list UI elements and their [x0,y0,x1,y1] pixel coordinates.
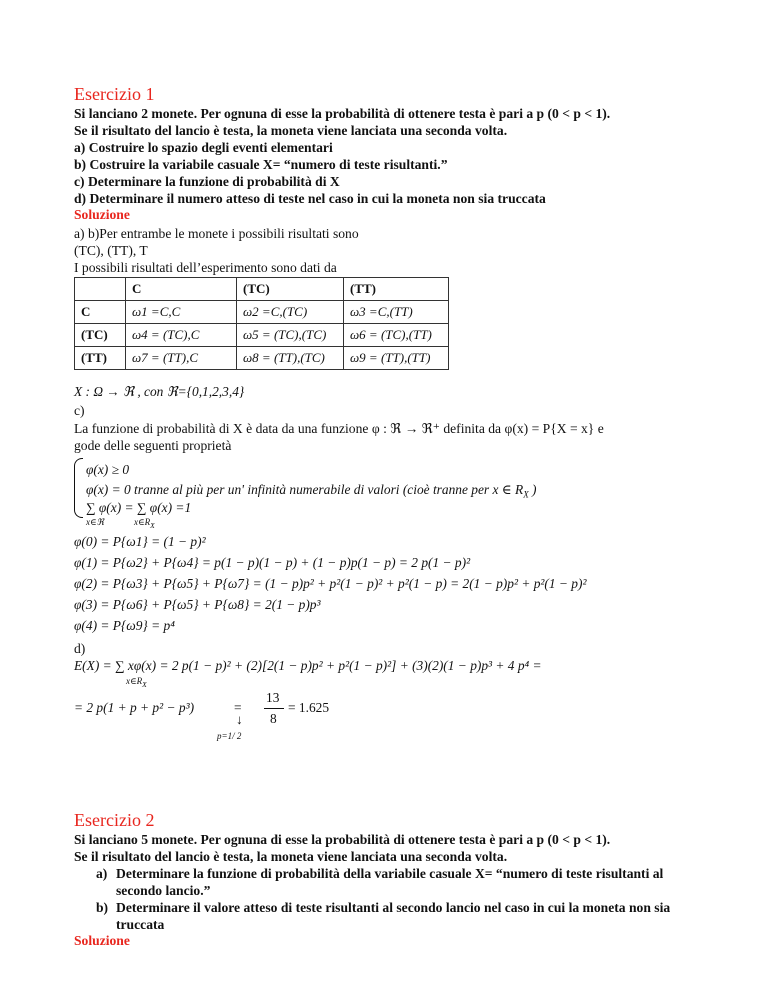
property-3-sub-2: $x\in R_X$ [134,517,155,530]
table-row [75,301,449,324]
property-1: φ(x) ≥ 0 [86,462,130,477]
expected-value-equals: = [234,700,242,715]
properties-brace [74,458,83,518]
expected-value-line-1: E(X) = ∑ xφ(x) = 2 p(1 − p)² + (2)[2(1 − p)p² + p²(1 − p)²] + (3)(2)(1 − p)p³ + 4 p⁴ = [74,658,542,673]
table-cell: ω3 =C,(TT) [344,301,449,324]
ex1-intro-line-2: Se il risultato del lancio è testa, la moneta viene lanciata una seconda volta. [74,123,508,138]
ex2-intro-line-2: Se il risultato del lancio è testa, la moneta viene lanciata una seconda volta. [74,849,508,864]
table-header-cell [75,278,126,301]
fraction-denominator: 8 [270,711,277,726]
phi-0-formula: φ(0) = P{ω1} = (1 − p)² [74,534,206,549]
table-header-row [75,278,449,301]
exercise-1-title: Esercizio 1 [74,84,155,104]
table-row-label: C [75,301,126,324]
table-cell: ω9 = (TT),(TT) [344,347,449,370]
phi-3-formula: φ(3) = P{ω6} + P{ω5} + P{ω8} = 2(1 − p)p³ [74,597,321,612]
ex1-question-c: c) Determinare la funzione di probabilità di X [74,174,340,189]
ex1-intro-line-1: Si lanciano 2 monete. Per ognuna di esse la probabilità di ottenere testa è pari a p (0 < p < 1). [74,106,611,121]
table-cell: ω6 = (TC),(TT) [344,324,449,347]
table-row-label: (TC) [75,324,126,347]
phi-1-formula: φ(1) = P{ω2} + P{ω4} = p(1 − p)(1 − p) + (1 − p)p(1 − p) = 2 p(1 − p)² [74,555,471,570]
property-3-sub-1: x∈ℜ [86,517,104,527]
table-cell: ω8 = (TT),(TC) [237,347,344,370]
ex1-solution-line-3: I possibili risultati dell’esperimento sono dati da [74,260,337,275]
property-3: ∑ φ(x) = ∑ φ(x) =1 [86,500,192,515]
phi-2-formula: φ(2) = P{ω3} + P{ω5} + P{ω7} = (1 − p)p² + p²(1 − p)² + p²(1 − p) = 2(1 − p)p² + p²(1 − p)² [74,576,587,591]
ex2-question-b: b) Determinare il valore atteso di teste risultanti al secondo lancio nel caso in cui la moneta non sia truccata [96,900,671,932]
table-header-cell: (TT) [344,278,449,301]
table-cell: ω7 = (TT),C [126,347,237,370]
ex2-intro-line-1: Si lanciano 5 monete. Per ognuna di esse la probabilità di ottenere testa è pari a p (0 < p < 1). [74,832,611,847]
ex2-solution-heading: Soluzione [74,933,130,948]
property-2: φ(x) = 0 tranne al più per un' infinità numerabile di valori (cioè tranne per x ∈ $R_X$ ) [86,482,537,500]
ex1-part-c-text-line-2: gode delle seguenti proprietà [74,438,232,453]
fraction-bar [264,708,284,709]
table-row [75,324,449,347]
table-cell: ω1 =C,C [126,301,237,324]
ex1-part-d-label: d) [74,641,86,656]
ex2-question-a: a) Determinare la funzione di probabilità della variabile casuale X= “numero di teste risultanti al secondo lancio.” [96,866,664,898]
ex1-question-a: a) Costruire lo spazio degli eventi elementari [74,140,333,155]
table-cell: ω2 =C,(TC) [237,301,344,324]
elementary-events-table [74,277,449,370]
down-arrow-icon: ↓ [236,712,243,727]
ex1-solution-line-1: a) b)Per entrambe le monete i possibili risultati sono [74,226,359,241]
fraction-numerator: 13 [266,690,280,705]
phi-4-formula: φ(4) = P{ω9} = p⁴ [74,618,175,633]
table-row-label: (TT) [75,347,126,370]
table-header-cell: C [126,278,237,301]
table-header-cell: (TC) [237,278,344,301]
table-row [75,347,449,370]
expected-value-result: = 1.625 [288,700,330,715]
condition-p-half: p=1/ 2 [217,731,242,741]
expected-value-line-2: = 2 p(1 + p + p² − p³) [74,700,195,715]
random-variable-definition: X : Ω → ℜ , con ℜ={0,1,2,3,4} [74,384,245,399]
exercise-2-title: Esercizio 2 [74,810,155,830]
expected-value-sum-index: $x\in R_X$ [126,676,147,689]
table-cell: ω5 = (TC),(TC) [237,324,344,347]
ex1-question-d: d) Determinare il numero atteso di teste nel caso in cui la moneta non sia truccata [74,191,546,206]
ex1-part-c-label: c) [74,403,85,418]
ex1-solution-line-2: (TC), (TT), T [74,243,148,258]
ex1-part-c-text-line-1: La funzione di probabilità di X è data da una funzione φ : ℜ → ℜ⁺ definita da φ(x) = P{X = x} e [74,421,604,436]
ex1-solution-heading: Soluzione [74,207,130,222]
ex1-question-b: b) Costruire la variabile casuale X= “numero di teste risultanti.” [74,157,448,172]
table-cell: ω4 = (TC),C [126,324,237,347]
